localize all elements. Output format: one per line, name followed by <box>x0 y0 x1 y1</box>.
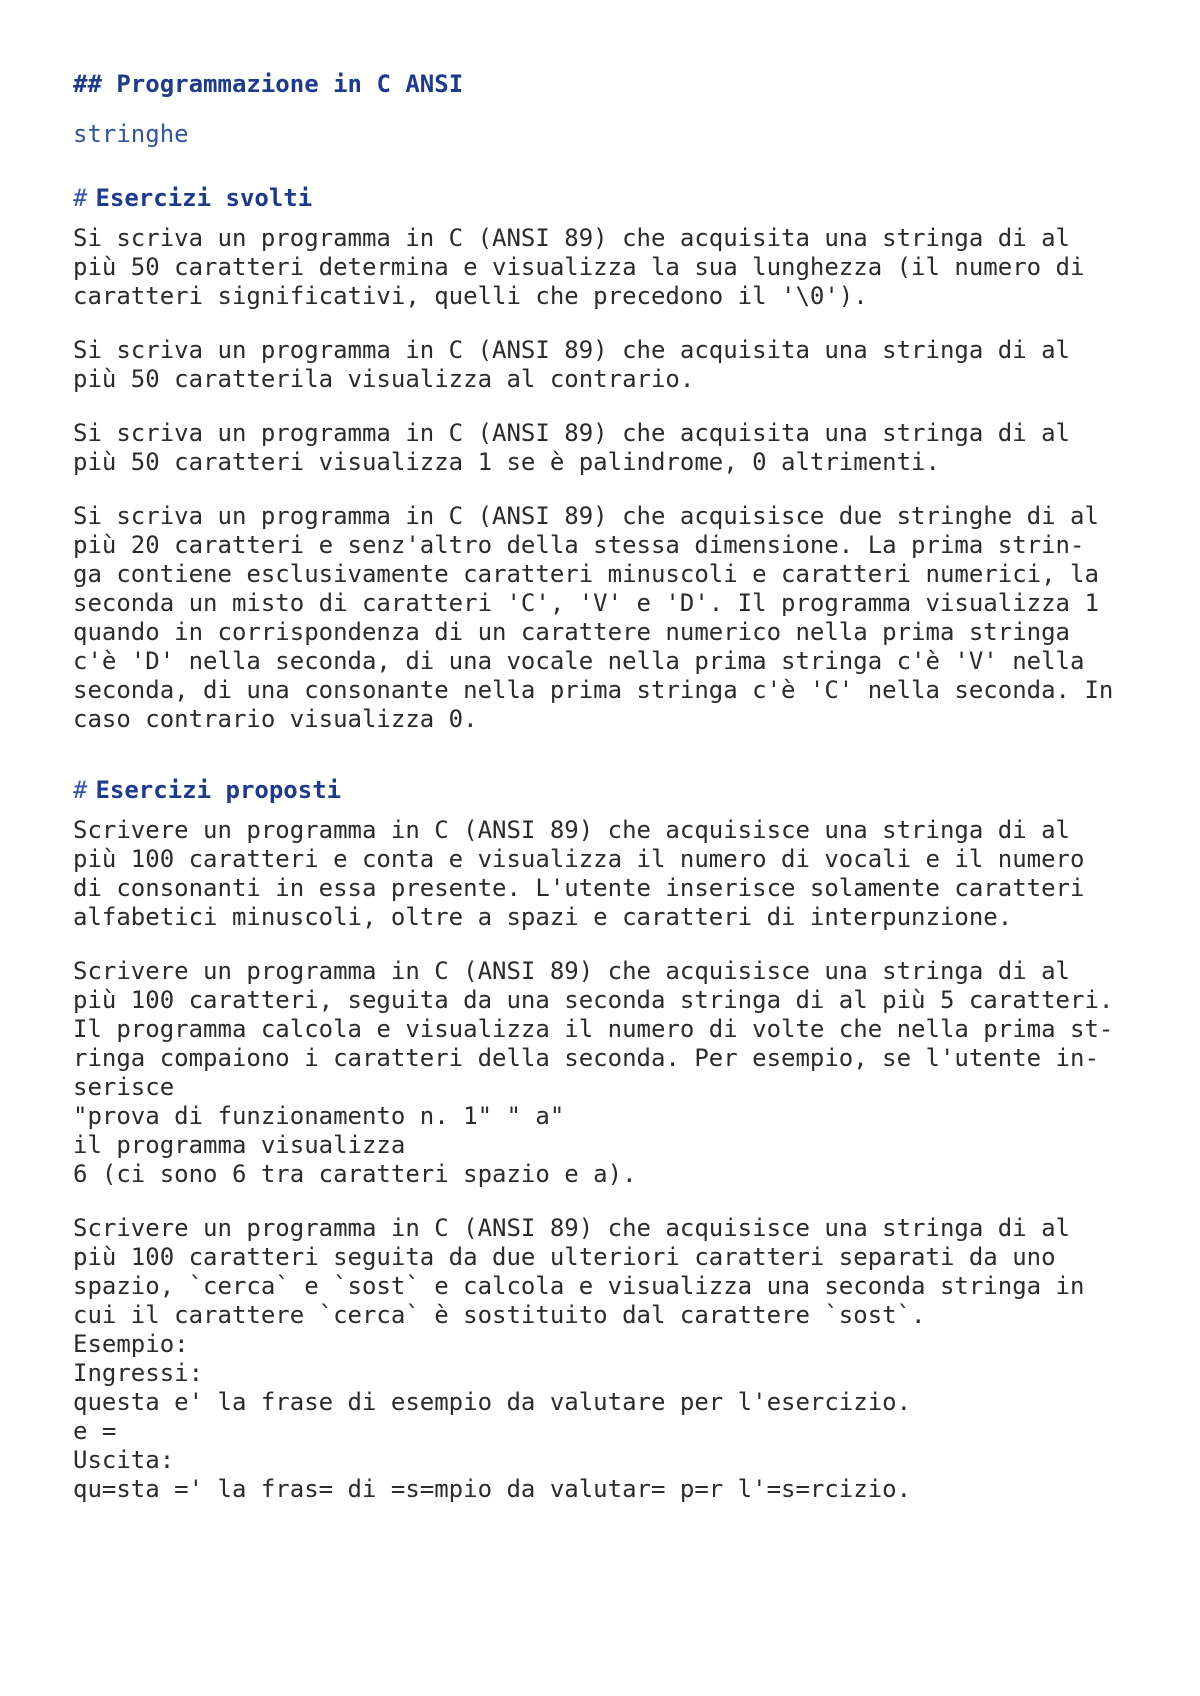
exercise-paragraph: Si scriva un programma in C (ANSI 89) che acquisita una stringa di al più 50 caratteri determina e visualizza la sua lunghezza (il numero di caratteri significativi, quelli che precedono il '\0'). <box>73 224 1085 310</box>
document-subtitle: stringhe <box>73 120 189 148</box>
section-heading <box>73 180 1143 216</box>
section-solved-exercises <box>73 180 1143 734</box>
exercise-paragraph: Si scriva un programma in C (ANSI 89) che acquisita una stringa di al più 50 caratterila visualizza al contrario. <box>73 336 1070 393</box>
heading-text: Esercizi svolti <box>95 184 313 212</box>
exercise-paragraph: Si scriva un programma in C (ANSI 89) che acquisisce due stringhe di al più 20 caratteri e senz'altro della stessa dimensione. La prima strin- ga contiene esclusivamente caratteri minuscoli e caratteri numerici, la seconda un misto di caratteri 'C', 'V' e 'D'. Il programma visualizza 1 quando in corrispondenza di un carattere numerico nella prima stringa c'è 'D' nella seconda, di una vocale nella prima stringa c'è 'V' nella seconda, di una consonante nella prima stringa c'è 'C' nella seconda. In caso contrario visualizza 0. <box>73 502 1114 733</box>
section-heading <box>73 772 1143 808</box>
heading-marker: # <box>73 184 88 212</box>
heading-text: Esercizi proposti <box>95 776 342 804</box>
exercise-paragraph: Scrivere un programma in C (ANSI 89) che acquisisce una stringa di al più 100 caratteri, seguita da una seconda stringa di al più 5 caratteri. Il programma calcola e visualizza il numero di volte che nella prima st- ringa compaiono i caratteri della seconda. Per esempio, se l'utente in- serisce "prova di funzionamento n. 1" " a" il programma visualizza 6 (ci sono 6 tra caratteri spazio e a). <box>73 957 1114 1188</box>
section-proposed-exercises <box>73 772 1143 1504</box>
title-text: Programmazione in C ANSI <box>116 70 464 98</box>
exercise-paragraph: Si scriva un programma in C (ANSI 89) che acquisita una stringa di al più 50 caratteri visualizza 1 se è palindrome, 0 altrimenti. <box>73 419 1070 476</box>
title-marker: ## <box>73 70 102 98</box>
exercise-paragraph: Scrivere un programma in C (ANSI 89) che acquisisce una stringa di al più 100 caratteri seguita da due ulteriori caratteri separati da uno spazio, `cerca` e `sost` e calcola e visualizza una seconda stringa in cui il carattere `cerca` è sostituito dal carattere `sost`. Esempio: Ingressi: questa e' la frase di esempio da valutare per l'esercizio. e = Uscita: qu=sta =' la fras= di =s=mpio da valutar= p=r l'=s=rcizio. <box>73 1214 1085 1503</box>
heading-marker: # <box>73 776 88 804</box>
exercise-paragraph: Scrivere un programma in C (ANSI 89) che acquisisce una stringa di al più 100 caratteri e conta e visualizza il numero di vocali e il numero di consonanti in essa presente. L'utente inserisce solamente caratteri alfabetici minuscoli, oltre a spazi e caratteri di interpunzione. <box>73 816 1085 931</box>
document-title <box>73 66 1143 102</box>
document-page <box>73 66 1143 1529</box>
